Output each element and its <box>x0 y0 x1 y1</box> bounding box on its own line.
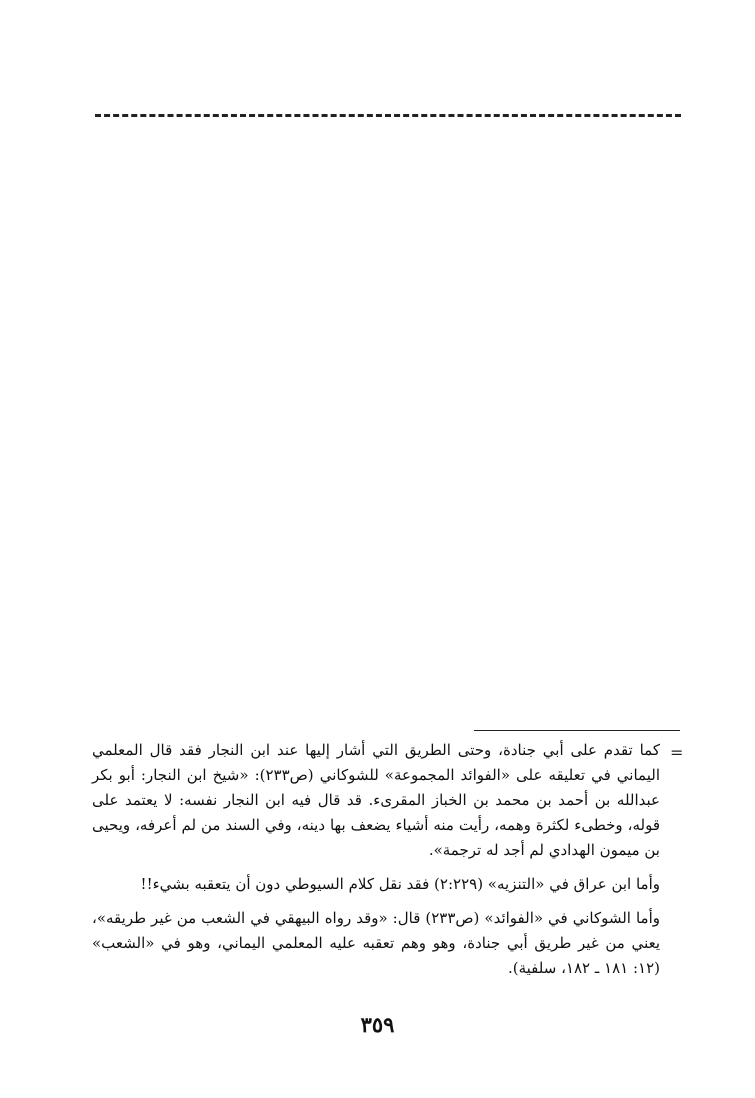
footnote-paragraph-2: وأما ابن عراق في «التنزيه» (٢:٢٢٩) فقد نقل كلام السيوطي دون أن يتعقبه بشيء!! <box>140 875 660 893</box>
footnote-paragraph-3: وأما الشوكاني في «الفوائد» (ص٢٣٣) قال: «وقد رواه البيهقي في الشعب من غير طريقه»، يعني من غير طريق أبي جنادة، وهو وهم تعقبه عليه المعلمي اليماني، وهو في «الشعب» (١٢: ١٨١ ـ ١٨٢، سلفية). <box>92 909 660 977</box>
footnote-block <box>92 738 660 990</box>
footnote-paragraph-1: كما تقدم على أبي جنادة، وحتى الطريق التي أشار إليها عند ابن النجار فقد قال المعلمي اليماني في تعليقه على «الفوائد المجموعة» للشوكاني (ص٢٣٣): «شيخ ابن النجار: أبو بكر عبدالله بن أحمد بن محمد بن الخباز المقرىء. قد قال فيه ابن النجار نفسه: لا يعتمد على قوله، وخطىء لكثرة وهمه، رأيت منه أشياء يضعف بها دينه، وفي السند من لم أعرفه، ويحيى بن ميمون الهدادي لم أجد له ترجمة». <box>92 741 660 859</box>
footnote-separator <box>474 730 680 731</box>
dashed-divider <box>95 114 681 117</box>
page-number: ٣٥٩ <box>360 1012 395 1037</box>
continuation-mark: = <box>670 743 684 762</box>
